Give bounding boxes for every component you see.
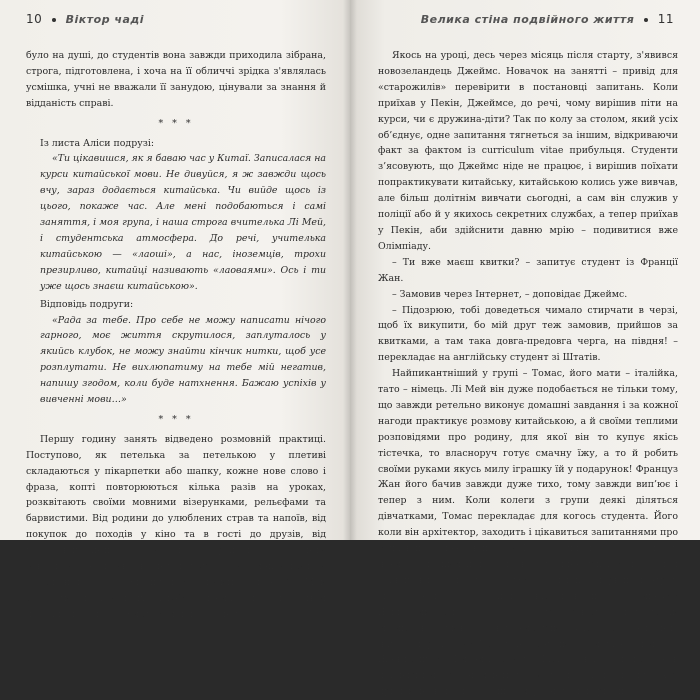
right-running-head <box>421 12 674 28</box>
dialogue-line: – Ти вже маєш квитки? – запитує студент із Франції Жан. <box>378 256 678 284</box>
right-body-text <box>378 48 678 700</box>
paragraph: Першу годину занять відведено розмовній практиці. Поступово, як петелька за петелькою у плетиві складаються у пікарпетки або шапку, кожне нове слово і фраза, копті повторюються кілька разів на уроках, розквітають своїми мовними візерунками, рельєфами та барвистими. Від родини до улюблених страв та напоїв, від покупок до походів у кіно та в гості до друзів, від улюблених книг і фільмів до подорожей – із кожним заняттям діалог значно деталізується, із кожним кроком лексичний запас збільшується, досить легше Лі Мей розуміти цих кумедних лаоваїв. Від них вона з’являються цікаві подробиці особистого життя кожного. <box>26 433 326 620</box>
paragraph: Якось на уроці, десь через місяць після старту, з'явився новозеландець Джеймс. Новачок на занятті – привід для «старожилів» перевірити в постановці запитань. Коли приїхав у Пекін, Джеймсе, до речі, чому вирішив піти на курси, чи є дружина-діти? Так по колу за столом, який усіх об’єднує, одне запитання тягнеться за іншим, відкриваючи факт за фактом із curriculum vitae прибульця. Студенти з’ясовують, що Джеймс ніде не працює, і вирішив поїхати попрактикувати китайську, китайською колись уже вивчав, але більш долітнім вивчати сьогодні, а сам він служив у поліції або й у якихось секретних службах, а тепер приїхав у Пекін, аби здійснити давню мрію – подивитися вже Олімпіаду. <box>378 50 678 252</box>
right-running-title: Велика стіна подвійного життя <box>420 13 635 26</box>
letter-label: Із листа Аліси подрузі: <box>40 137 154 149</box>
reply-label: Відповідь подруги: <box>40 298 134 310</box>
left-running-title: Віктор чаді <box>65 13 145 26</box>
left-running-head <box>26 12 144 28</box>
paragraph: Найпикантніший у групі – Томас, його мати – італійка, тато – німець. Лі Мей він дуже подобається не тільки тому, що завжди ретельно виконує домашні завдання і за кожної нагоди практикує розмову китайською, а й своїми теплими розповідями про родину, для якої він то купує якісь тістечка, то власноруч готує смачну їжу, а то й робить своїми руками якусь милу іграшку їй у подарунок! Француз Жан його бачив завжди дуже тихо, тому завжди вип’ює і тепер з ним. Коли колеги з групи деякі діляться дівчатками, Томас перекладає для когось студента. Його коли він архітектор, заходить і цікавиться запитаннями про сучасний будівельний бум Пекіна: чи подобається йому новий Олімпійський стадіон «Пташине гніздо» та Палац водних видів спорту – «куб»? А новий оперний театр у вигляді напівсфери, який у народі називають «яйцем»? Якщо чим тримається будівля телецентру з двох, трохи скривлених один до одного висотних хмарочосів, з’єднаних нагорі переходом? Усі дуже зраділи, коли дізналися, що Жан приїхав у Китай із самого Парижа, навіть не пробував подивитися це знаменитого міста все його групу. Але припоминав що лише тишком француз товаришів <box>378 368 678 698</box>
book-gutter <box>343 0 357 540</box>
bullet-icon <box>644 18 648 22</box>
bullet-icon <box>52 18 56 22</box>
letter-quote: «Ти цікавишся, як я баваю час у Китаї. Записалася на курси китайської мови. Не дивуйся, я ж завжди щось вчу, зараз додається китайська. Чи вийде щось із цього, покаже час. Але мені подобаються і самі заняття, і моя група, і наша строга вчителька Лі Мей, і студентська атмосфера. До речі, учителька китайською — «лаоші», а нас, іноземців, трохи презирливо, китайці називають «лаоваями». Ось і ти уже щось знаєш китайською». <box>40 153 326 292</box>
right-page-number: 11 <box>657 12 674 26</box>
left-page <box>0 0 350 620</box>
section-break: * * * <box>158 413 194 425</box>
left-page-number: 10 <box>26 12 43 26</box>
paragraph: було на душі, до студентів вона завжди приходила зібрана, строга, підготовлена, і хоча на її обличчі зрідка з'являлась усмішка, учні не вважали її занудою, цінували за знання й відданість справі. <box>26 50 326 109</box>
left-body-text <box>26 48 326 623</box>
section-break: * * * <box>158 117 194 129</box>
reply-quote: «Рада за тебе. Про себе не можу написати нічого гарного, моє життя скрутилося, заплуталось у якийсь клубок, не можу знайти кінчик нитки, щоб усе розплутати. Не вихлюпатиму на тебе мій негатив, напишу згодом, коли буде натхнення. Бажаю успіхів у вивченні мови…» <box>40 314 326 406</box>
right-page <box>350 0 700 698</box>
dialogue-line: – Замовив через Інтернет, – доповідає Джеймс. <box>392 288 628 300</box>
dialogue-line: – Підозрюю, тобі доведеться чимало стирчати в черзі, щоб їх викупити, бо мій друг теж замовив, прийшов за квитками, а там така довга-предовга черга, на півдня! – перекладає на англійську студент зі Штатів. <box>378 304 678 364</box>
